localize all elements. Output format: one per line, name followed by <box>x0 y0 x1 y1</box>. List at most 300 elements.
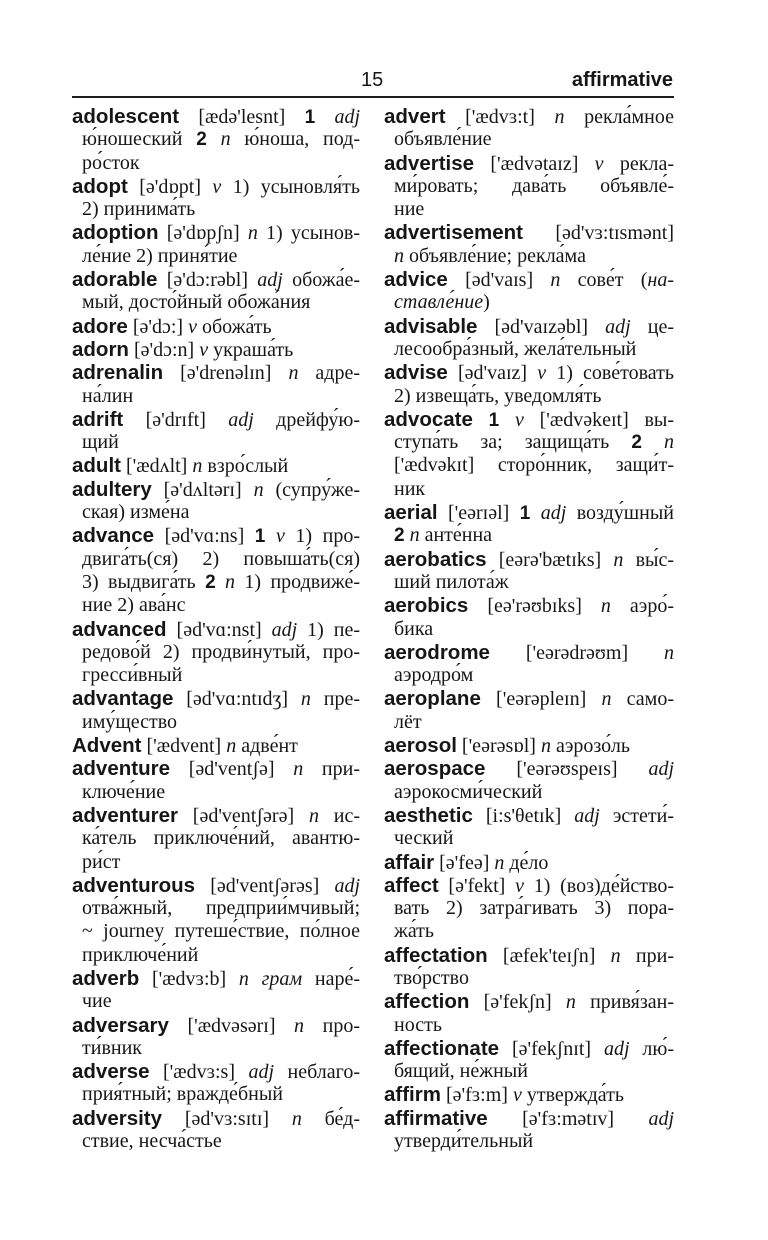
entry-line <box>384 944 674 967</box>
entry-line <box>72 454 360 477</box>
entry-line <box>384 501 674 524</box>
entry-text: дрейфу́ю- <box>253 408 360 431</box>
entry-line <box>384 827 674 850</box>
entry-text: тво́рство <box>394 966 469 989</box>
sense-number: 1 <box>488 409 500 431</box>
left-column <box>72 105 360 1153</box>
entry-text: прия́тный; вражде́бный <box>82 1083 283 1106</box>
entry-text: [əd'vɑ:ns] <box>154 525 255 548</box>
grammar-label: n <box>600 595 611 618</box>
sense-number: 1 <box>254 526 266 548</box>
grammar-label: n <box>613 548 624 571</box>
dictionary-entry <box>384 990 674 1037</box>
grammar-label: n <box>409 524 420 547</box>
headword: aesthetic <box>384 803 473 827</box>
entry-text: [ə'dɔ:rəbl] <box>157 269 258 292</box>
entry-text: ская) изме́на <box>82 501 190 524</box>
entry-text: [eə'rəʊbɪks] <box>468 595 601 618</box>
entry-line <box>384 920 674 943</box>
sense-number: 2 <box>631 432 642 454</box>
grammar-label: n <box>601 688 612 711</box>
entry-line <box>72 315 360 338</box>
headword: adversary <box>72 1013 169 1037</box>
entry-line <box>72 524 360 547</box>
entry-text: лёт <box>394 710 422 733</box>
entry-line <box>384 641 674 664</box>
grammar-label: n <box>550 269 561 292</box>
entry-line <box>72 711 360 734</box>
entry-text: взро́слый <box>202 455 289 478</box>
entry-text: объявле́ние; рекла́ма <box>404 244 586 267</box>
dictionary-entry <box>384 874 674 944</box>
headword: affirmative <box>384 1106 488 1130</box>
entry-line <box>72 105 360 128</box>
dictionary-entry <box>72 618 360 688</box>
grammar-label: v <box>594 152 604 175</box>
grammar-label: n <box>494 851 505 874</box>
entry-line <box>384 990 674 1013</box>
entry-text: ['ædvətaɪz] <box>474 152 595 175</box>
entry-line <box>72 990 360 1013</box>
entry-line <box>384 1130 674 1153</box>
dictionary-entry <box>72 221 360 268</box>
entry-text: обожа́ть <box>196 315 272 338</box>
entry-text <box>530 502 540 524</box>
entry-line <box>384 548 674 571</box>
entry-text: утвержда́ть <box>521 1084 625 1107</box>
grammar-label: v <box>512 1084 522 1107</box>
sense-number: 2 <box>394 525 405 547</box>
entry-text: вать 2) затра́гивать 3) пора- <box>394 897 674 920</box>
entry-line <box>72 1107 360 1130</box>
entry-text: ~ journey путеше́ствие, по́лное <box>82 920 360 943</box>
entry-text: [əd'vaɪzəbl] <box>477 315 606 338</box>
entry-line <box>384 1037 674 1060</box>
entry-text: це- <box>630 315 674 338</box>
entry-text: [əd'vɑ:nst] <box>166 618 272 641</box>
entry-text: [əd'vaɪz] <box>447 362 538 385</box>
entry-text: ис- <box>318 804 361 827</box>
entry-text: ти́вник <box>82 1036 143 1059</box>
grammar-label: n <box>565 991 576 1014</box>
grammar-label: n <box>664 431 674 454</box>
headword: adorable <box>72 268 158 292</box>
entry-text: ['ædvɜ:b] <box>139 967 239 990</box>
entry-line <box>72 734 360 757</box>
entry-line <box>384 152 674 175</box>
entry-text: [əd'vɑ:ntɪdʒ] <box>173 688 301 711</box>
headword: affectionate <box>384 1036 500 1060</box>
entry-line <box>384 897 674 920</box>
entry-text: аэрокосми́ческий <box>394 780 543 803</box>
headword: adrift <box>72 407 124 431</box>
headword: adopt <box>72 174 128 198</box>
dictionary-entry <box>384 501 674 548</box>
entry-line <box>72 1060 360 1083</box>
dictionary-entry <box>72 175 360 222</box>
entry-text: 2) извеща́ть, уведомля́ть <box>394 384 602 407</box>
entry-text: ['ædvent] <box>141 735 227 758</box>
entry-line <box>72 944 360 967</box>
entry-line <box>72 804 360 827</box>
entry-text: на́лин <box>82 384 134 407</box>
entry-text: 1) (воз)де́йство- <box>523 874 674 897</box>
entry-line <box>384 687 674 710</box>
grammar-label: adj <box>334 106 360 128</box>
dictionary-entry <box>384 734 674 757</box>
entry-line <box>72 1014 360 1037</box>
grammar-label: n <box>225 570 236 593</box>
dictionary-entry <box>72 967 360 1014</box>
grammar-label: v <box>212 175 222 198</box>
entry-text: при- <box>303 758 360 781</box>
headword: affair <box>384 850 435 874</box>
grammar-label: n <box>192 455 203 478</box>
entry-text: гресси́вный <box>82 664 183 687</box>
entry-text: ка́тель приключе́ний, авантю- <box>82 827 360 850</box>
entry-line <box>384 291 674 314</box>
entry-text: аэро́- <box>610 595 675 618</box>
entry-text: иму́щество <box>82 710 178 733</box>
entry-text: ле́ние 2) приня́тие <box>82 244 238 267</box>
entry-text: ключе́ние <box>82 780 166 803</box>
entry-line <box>384 338 674 361</box>
entry-text: неблаго- <box>274 1061 360 1084</box>
headword: aerobatics <box>384 547 487 571</box>
grammar-label: adj <box>603 1037 630 1060</box>
entry-text: [əd'vaɪs] <box>447 269 551 292</box>
entry-text: при- <box>620 944 674 967</box>
grammar-label: v <box>188 315 197 338</box>
entry-line <box>72 291 360 314</box>
entry-line <box>384 734 674 757</box>
grammar-label: на- <box>647 269 674 292</box>
dictionary-entry <box>384 152 674 222</box>
entry-text: ствие, несча́стье <box>82 1130 222 1153</box>
entry-text: наре́- <box>302 967 360 990</box>
entry-text: двига́ть(ся) 2) повыша́ть(ся) <box>82 547 360 570</box>
entry-text: щий <box>82 431 119 454</box>
entry-text: ['ædvɜ:s] <box>149 1061 249 1084</box>
entry-text: ник <box>394 477 426 500</box>
grammar-label: v <box>199 338 209 361</box>
headword: affect <box>384 873 439 897</box>
dictionary-entry <box>384 641 674 688</box>
dictionary-entry <box>72 268 360 315</box>
entry-text: ['eərəpleɪn] <box>480 688 602 711</box>
headword: aerobics <box>384 594 469 618</box>
entry-text: обожа́е- <box>282 269 360 292</box>
entry-text: ['ædvɜ:t] <box>445 106 555 128</box>
entry-text: (супру́же- <box>263 478 360 501</box>
entry-line <box>384 478 674 501</box>
entry-text: ) <box>483 291 490 314</box>
headword: advantage <box>72 687 174 711</box>
entry-text: редово́й 2) продви́нутый, про- <box>82 640 360 663</box>
headword: adventurous <box>72 873 196 897</box>
entry-line <box>72 175 360 198</box>
dictionary-entry <box>72 361 360 408</box>
entry-text: [ædə'lesnt] <box>179 106 305 128</box>
entry-text: ступа́ть за; защища́ть <box>394 431 632 454</box>
entry-text: ри́ст <box>82 850 121 873</box>
entry-text: ['ædʌlt] <box>120 455 193 478</box>
entry-line <box>72 827 360 850</box>
headword: adrenalin <box>72 361 164 385</box>
headword: Advent <box>72 734 142 758</box>
entry-text: жа́ть <box>394 920 435 943</box>
entry-text: [ə'feə] <box>434 851 495 874</box>
dictionary-entry <box>72 408 360 455</box>
guide-word: affirmative <box>571 69 673 91</box>
grammar-label: adj <box>605 315 631 338</box>
entry-line <box>72 198 360 221</box>
entry-text: утверди́тельный <box>394 1130 534 1153</box>
dictionary-entry <box>72 734 360 757</box>
dictionary-entry <box>384 221 674 268</box>
entry-text: 1) сове́товать <box>546 362 674 385</box>
entry-text: 1) пе- <box>297 618 361 641</box>
entry-line <box>72 664 360 687</box>
dictionary-entry <box>72 804 360 874</box>
dictionary-entry <box>384 548 674 595</box>
headword: advanced <box>72 617 167 641</box>
entry-line <box>72 781 360 804</box>
dictionary-entry <box>384 944 674 991</box>
headword: advisable <box>384 314 478 338</box>
entry-text: сове́т ( <box>560 269 648 292</box>
entry-text: отва́жный, предприи́мчивый; <box>82 897 360 920</box>
entry-text: объявле́ние <box>394 128 492 151</box>
entry-text: бика <box>394 617 434 640</box>
entry-text: само- <box>611 688 674 711</box>
entry-text: [əd'vɜ:sɪtɪ] <box>162 1107 292 1130</box>
entry-text <box>473 409 489 431</box>
entry-text: [ə'fekt] <box>438 874 516 897</box>
entry-line <box>384 757 674 780</box>
entry-line <box>72 1083 360 1106</box>
entry-line <box>384 967 674 990</box>
dictionary-entry <box>384 268 674 315</box>
entry-text: ['ædvəkeɪt] вы- <box>523 408 675 431</box>
grammar-label: n <box>300 688 311 711</box>
grammar-label: v <box>515 874 524 897</box>
dictionary-entry <box>72 454 360 477</box>
grammar-label: adj <box>648 758 674 781</box>
entry-text: ю́ношеский <box>82 128 197 151</box>
entry-text: де́ло <box>504 851 549 874</box>
entry-text: лю́- <box>629 1037 674 1060</box>
dictionary-entry <box>72 1107 360 1154</box>
headword: adverse <box>72 1060 150 1084</box>
headword: advert <box>384 105 446 128</box>
entry-line <box>384 874 674 897</box>
entry-text <box>216 571 225 593</box>
grammar-label: v <box>275 525 285 548</box>
entry-text: [eərə'bætɪks] <box>486 548 614 571</box>
entry-line <box>72 641 360 664</box>
entry-text: ю́ноша, под- <box>230 128 361 151</box>
sense-number: 1 <box>304 107 316 128</box>
entry-text: [ə'drɪft] <box>123 408 229 431</box>
dictionary-entry <box>72 315 360 338</box>
headword: advertise <box>384 151 475 175</box>
dictionary-entry <box>72 105 360 175</box>
grammar-label: n <box>540 735 551 758</box>
entry-text: ший пилота́ж <box>394 570 509 593</box>
headword: affectation <box>384 943 488 967</box>
entry-text <box>315 106 334 128</box>
grammar-label: n <box>664 641 674 664</box>
entry-text: [əd'ventʃərə] <box>177 804 309 827</box>
dictionary-entry <box>72 874 360 967</box>
headword: adverb <box>72 966 140 990</box>
grammar-label: n грам <box>238 967 303 990</box>
entry-text: [ə'fekʃn] <box>469 991 566 1014</box>
entry-text: 3) выдвига́ть <box>82 570 206 593</box>
entry-line <box>72 268 360 291</box>
entry-line <box>72 687 360 710</box>
entry-line <box>384 315 674 338</box>
entry-text: ми́ровать; дава́ть объявле́- <box>394 174 674 197</box>
dictionary-entry <box>384 1037 674 1084</box>
grammar-label: n <box>291 1107 302 1130</box>
dictionary-entry <box>72 757 360 804</box>
entry-line <box>384 1060 674 1083</box>
headword: adore <box>72 314 128 338</box>
entry-text: ['eərɪəl] <box>437 502 520 525</box>
entry-line <box>72 967 360 990</box>
entry-line <box>72 152 360 175</box>
entry-line <box>384 1083 674 1106</box>
headword: adoption <box>72 221 159 245</box>
entry-text: [ə'fɜ:m] <box>440 1084 513 1107</box>
entry-line <box>384 524 674 547</box>
entry-text: анте́нна <box>419 524 493 547</box>
dictionary-entry <box>72 687 360 734</box>
entry-line <box>384 175 674 198</box>
grammar-label: n <box>294 1014 305 1037</box>
entry-text: адве́нт <box>236 735 298 758</box>
entry-line <box>72 501 360 524</box>
entry-line <box>72 385 360 408</box>
headword: aerosol <box>384 734 457 758</box>
entry-text: ['eərəʊspeɪs] <box>485 758 649 781</box>
grammar-label: n <box>220 128 231 151</box>
entry-line <box>384 245 674 268</box>
entry-text: 1) усыновля́ть <box>221 175 360 198</box>
headword: advocate <box>384 407 473 431</box>
entry-text: [ə'drenəlɪn] <box>163 362 289 385</box>
entry-line <box>384 128 674 151</box>
headword: adventure <box>72 757 170 781</box>
entry-line <box>72 338 360 361</box>
entry-text: [ə'dɒpʃn] <box>158 222 248 245</box>
grammar-label: n <box>394 244 404 267</box>
entry-text: [əd'vɜ:tɪsmənt] <box>523 222 674 245</box>
entry-line <box>384 268 674 291</box>
dictionary-entry <box>384 1107 674 1154</box>
entry-text: привя́зан- <box>575 991 674 1014</box>
entry-text: рекла́мное <box>564 106 674 128</box>
grammar-label: n <box>247 222 258 245</box>
entry-line <box>72 897 360 920</box>
entry-line <box>384 221 674 244</box>
headword: affection <box>384 990 470 1014</box>
entry-line <box>384 664 674 687</box>
dictionary-entry <box>384 757 674 804</box>
dictionary-entry <box>72 1014 360 1061</box>
headword: advise <box>384 361 448 385</box>
right-column <box>384 105 674 1153</box>
grammar-label: n <box>308 804 319 827</box>
entry-line <box>72 1130 360 1153</box>
entry-line <box>72 128 360 151</box>
entry-text: лесообра́зный, жела́тельный <box>394 337 637 360</box>
entry-text: вы́с- <box>623 548 674 571</box>
headword: aerospace <box>384 757 486 781</box>
entry-line <box>384 1014 674 1037</box>
entry-line <box>384 385 674 408</box>
headword: aeroplane <box>384 687 481 711</box>
grammar-label: ставле́ние <box>394 291 484 314</box>
headword: adult <box>72 454 121 478</box>
entry-text: [ə'fɜ:mətɪv] <box>487 1107 649 1130</box>
entry-line <box>72 548 360 571</box>
dictionary-entry <box>384 594 674 641</box>
headword: aerodrome <box>384 640 490 664</box>
entry-text: рекла- <box>603 152 674 175</box>
headword: adultery <box>72 477 152 501</box>
dictionary-entry <box>384 408 674 501</box>
headword: advertisement <box>384 221 524 245</box>
entry-line <box>72 851 360 874</box>
entry-text: пре- <box>310 688 360 711</box>
headword: adolescent <box>72 105 180 128</box>
entry-line <box>384 711 674 734</box>
headword: adversity <box>72 1106 163 1130</box>
entry-text: ро́сток <box>82 151 140 174</box>
grammar-label: n <box>226 735 237 758</box>
dictionary-entry <box>72 524 360 617</box>
entry-text: чие <box>82 990 112 1013</box>
page-number: 15 <box>361 69 384 91</box>
entry-text: 2) принима́ть <box>82 198 196 221</box>
headword: advice <box>384 268 448 292</box>
dictionary-entry <box>384 687 674 734</box>
entry-line <box>72 221 360 244</box>
entry-line <box>72 874 360 897</box>
entry-line <box>384 431 674 454</box>
sense-number: 2 <box>205 571 216 593</box>
entry-line <box>72 431 360 454</box>
entry-text <box>265 525 276 547</box>
entry-line <box>384 571 674 594</box>
dictionary-entry <box>384 315 674 362</box>
entry-text: [ə'dʌltərɪ] <box>151 478 254 501</box>
entry-text: [ə'dɔ:n] <box>128 338 200 361</box>
entry-line <box>384 781 674 804</box>
entry-line <box>384 1107 674 1130</box>
entry-line <box>72 361 360 384</box>
entry-text: мый, досто́йный обожа́ния <box>82 291 311 314</box>
entry-text <box>642 431 664 453</box>
dictionary-entry <box>72 338 360 361</box>
entry-text <box>207 128 221 150</box>
dictionary-entry <box>72 478 360 525</box>
entry-text: бе́д- <box>301 1107 360 1130</box>
entry-text: эстети́- <box>599 804 674 827</box>
